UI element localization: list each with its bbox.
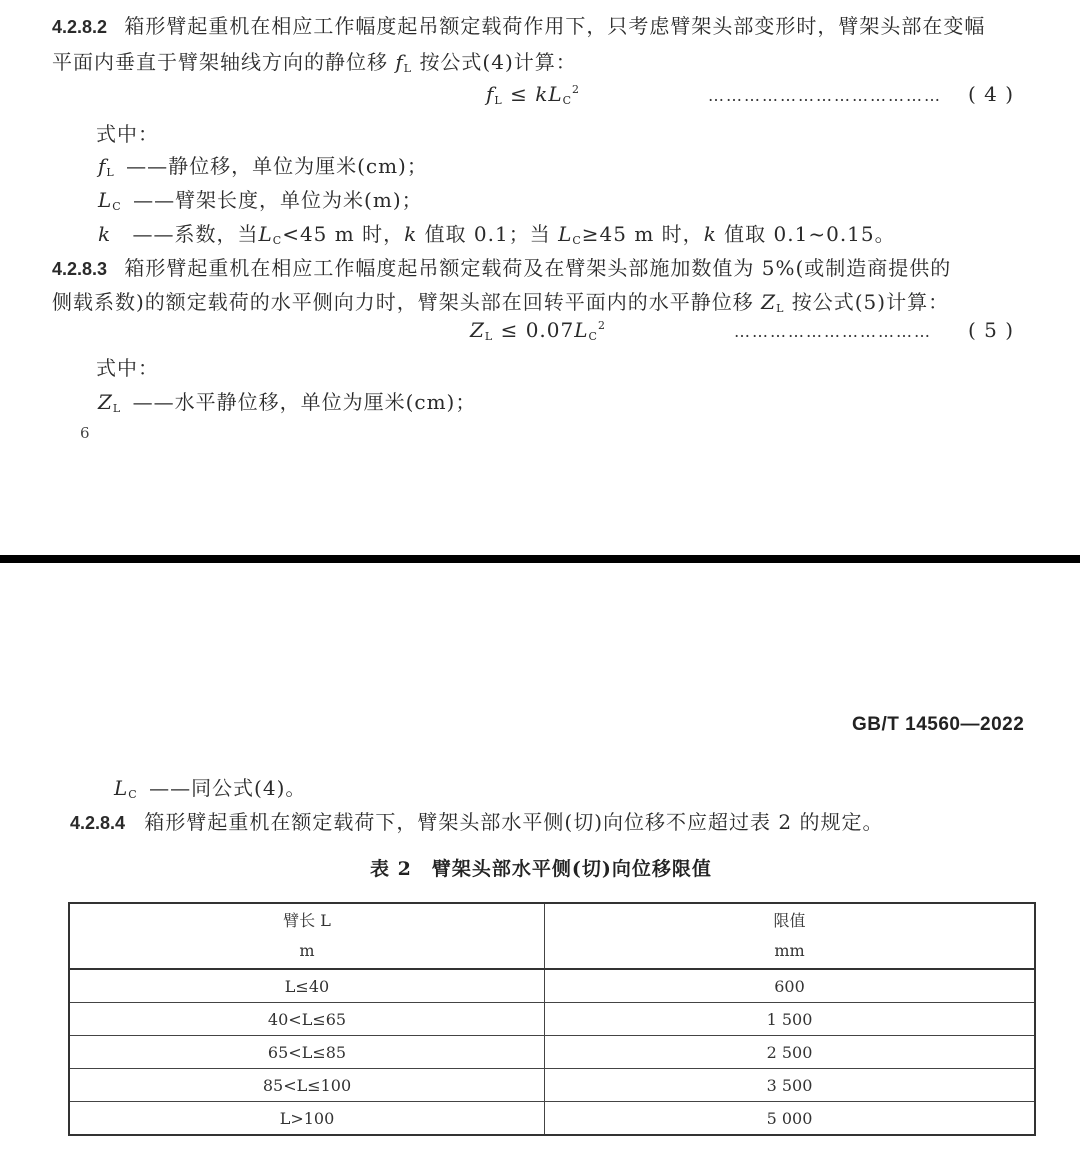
where-label: 式中：	[96, 356, 159, 380]
symbol: Z	[98, 390, 113, 414]
symbol: k	[98, 222, 112, 246]
divider-bar	[0, 555, 1080, 563]
clause-number: 4.2.8.3	[52, 259, 108, 279]
clause-text: 平面内垂直于臂架轴线方向的静位移	[52, 50, 388, 74]
clause-text: 按公式(5)计算：	[791, 290, 950, 314]
clause-text: 箱形臂起重机在相应工作幅度起吊额定载荷作用下，只考虑臂架头部变形时，臂架头部在变幅	[124, 14, 986, 38]
cell-limit: 2 500	[545, 1036, 1036, 1069]
superscript: 2	[572, 83, 581, 96]
symbol: L	[558, 222, 573, 246]
formula-4	[486, 82, 580, 107]
symbol: L	[574, 318, 589, 342]
definition-text: ——同公式(4)。	[149, 776, 307, 800]
symbol: f	[395, 50, 404, 74]
subscript: L	[494, 94, 503, 107]
header-boom-length	[69, 903, 545, 969]
clause-text: 箱形臂起重机在相应工作幅度起吊额定载荷及在臂架头部施加数值为 5%(或制造商提供的	[124, 256, 952, 280]
symbol: k	[703, 222, 717, 246]
cell-limit: 600	[545, 969, 1036, 1003]
definition-fL	[98, 150, 428, 179]
clause-4-2-8-4	[70, 806, 883, 835]
cell-length: 40<L≤65	[69, 1003, 545, 1036]
definition-text: ——臂架长度，单位为米(m)；	[133, 188, 423, 212]
clause-4-2-8-3-line1	[52, 252, 951, 281]
clause-4-2-8-3-line2	[52, 286, 949, 315]
relation: ≤	[510, 82, 528, 106]
clause-4-2-8-2-line1	[52, 10, 985, 39]
cell-length: 65<L≤85	[69, 1036, 545, 1069]
relation: ≤	[500, 318, 519, 342]
definition-ZL	[98, 386, 476, 415]
header-unit: mm	[774, 941, 805, 960]
symbol: f	[486, 82, 495, 106]
definition-Lc-ref	[114, 772, 306, 801]
cell-length: 85<L≤100	[69, 1069, 545, 1102]
definition-text: ≥45 m 时，	[581, 222, 704, 246]
symbol: L	[114, 776, 129, 800]
subscript: C	[562, 94, 573, 107]
formula-4-number: ( 4 )	[968, 82, 1015, 106]
definition-text: 值取 0.1~0.15。	[724, 222, 896, 246]
table-row	[69, 969, 1035, 1003]
page-number: 6	[80, 424, 90, 442]
subscript: C	[112, 200, 122, 213]
definition-text: ——系数，当	[132, 222, 259, 246]
definition-text: 值取 0.1；当	[424, 222, 551, 246]
cell-limit: 5 000	[545, 1102, 1036, 1136]
definition-text: <45 m 时，	[282, 222, 405, 246]
symbol: L	[548, 82, 563, 106]
clause-4-2-8-2-line2	[52, 46, 577, 75]
table-caption: 表 2 臂架头部水平侧(切)向位移限值	[370, 858, 712, 880]
subscript: C	[272, 234, 283, 247]
symbol: Z	[470, 318, 485, 342]
table-header-row	[69, 903, 1035, 969]
subscript: L	[776, 302, 785, 315]
header-label: 臂长 L	[283, 911, 331, 930]
subscript: L	[106, 166, 115, 179]
cell-length: L>100	[69, 1102, 545, 1136]
header-unit: m	[299, 941, 315, 960]
where-label: 式中：	[96, 122, 159, 146]
subscript: L	[403, 62, 413, 75]
table-row	[69, 1036, 1035, 1069]
clause-text: 侧载系数)的额定载荷的水平侧向力时，臂架头部在回转平面内的水平静位移	[52, 290, 754, 314]
symbol: k	[535, 82, 549, 106]
definition-k	[98, 218, 896, 247]
subscript: L	[112, 402, 122, 415]
table-row	[69, 1102, 1035, 1136]
displacement-limit-table	[68, 902, 1036, 1136]
cell-limit: 1 500	[545, 1003, 1036, 1036]
coefficient: 0.07	[525, 318, 575, 342]
symbol: L	[258, 222, 273, 246]
cell-length: L≤40	[69, 969, 545, 1003]
formula-4-leader-dots: …………………………………	[708, 86, 942, 105]
formula-5-leader-dots: ……………………………	[734, 322, 932, 341]
table-row	[69, 1003, 1035, 1036]
subscript: C	[572, 234, 582, 247]
symbol: Z	[761, 290, 777, 314]
subscript: C	[128, 788, 138, 801]
subscript: C	[588, 330, 598, 343]
clause-number: 4.2.8.2	[52, 17, 108, 37]
cell-limit: 3 500	[545, 1069, 1036, 1102]
symbol: L	[98, 188, 113, 212]
formula-5	[470, 318, 606, 343]
clause-text: 按公式(4)计算：	[419, 50, 577, 74]
definition-Lc	[98, 184, 423, 213]
formula-5-number: ( 5 )	[968, 318, 1015, 342]
symbol: f	[98, 154, 107, 178]
standard-number: GB/T 14560—2022	[852, 714, 1025, 735]
clause-text: 箱形臂起重机在额定载荷下，臂架头部水平侧(切)向位移不应超过表 2 的规定。	[144, 810, 884, 834]
symbol: k	[404, 222, 418, 246]
definition-text: ——静位移，单位为厘米(cm)；	[126, 154, 428, 178]
header-label: 限值	[773, 911, 806, 930]
superscript: 2	[597, 319, 606, 332]
definition-text: ——水平静位移，单位为厘米(cm)；	[132, 390, 477, 414]
table-row	[69, 1069, 1035, 1102]
clause-number: 4.2.8.4	[70, 813, 126, 833]
header-limit	[545, 903, 1036, 969]
subscript: L	[484, 330, 494, 343]
